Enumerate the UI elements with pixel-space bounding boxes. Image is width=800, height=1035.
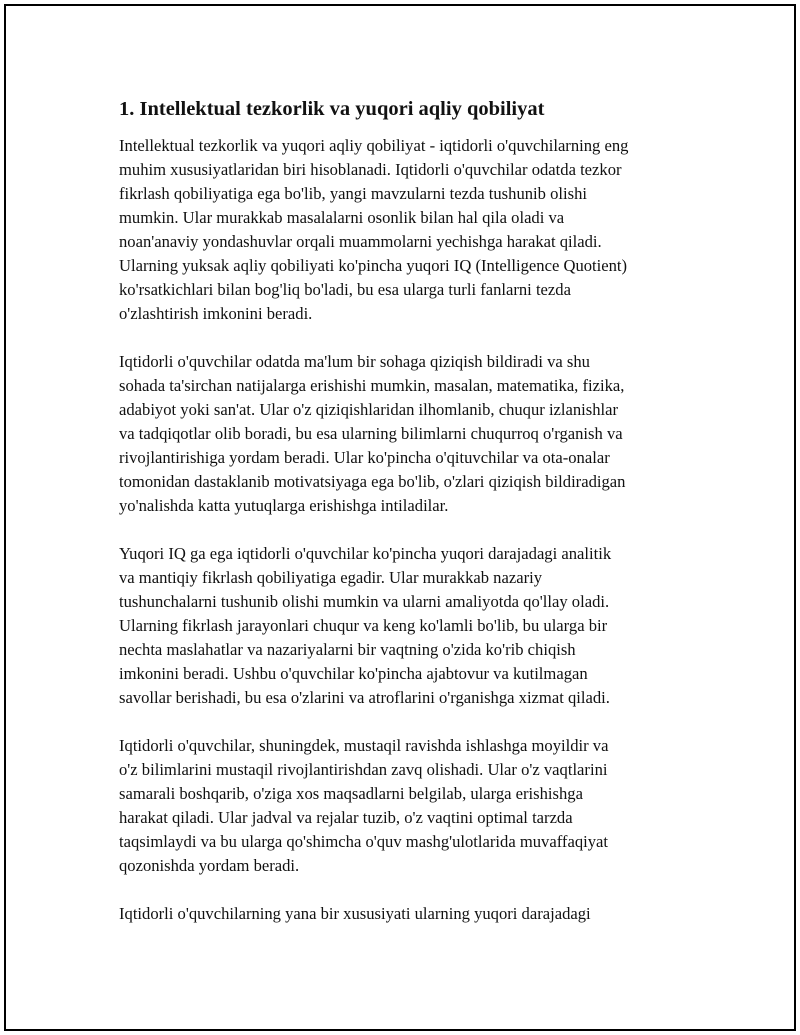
paragraph-2 [119,350,699,518]
paragraph-line: qozonishda yordam beradi. [119,856,300,875]
paragraph-line: Iqtidorli o'quvchilar odatda ma'lum bir sohaga qiziqish bildiradi va shu [119,352,590,371]
paragraph-line: noan'anaviy yondashuvlar orqali muammolarni yechishga harakat qiladi. [119,232,602,251]
paragraph-line: Ularning yuksak aqliy qobiliyati ko'pincha yuqori IQ (Intelligence Quotient) [119,256,628,275]
paragraph-line: mumkin. Ular murakkab masalalarni osonlik bilan hal qila oladi va [119,208,565,227]
paragraph-line: va tadqiqotlar olib boradi, bu esa ularning bilimlarni chuqurroq o'rganish va [119,424,623,443]
paragraph-1 [119,134,699,326]
document-content [119,96,699,950]
paragraph-3 [119,542,699,710]
paragraph-line: Ularning fikrlash jarayonlari chuqur va keng ko'lamli bo'lib, bu ularga bir [119,616,608,635]
paragraph-line: sohada ta'sirchan natijalarga erishishi mumkin, masalan, matematika, fizika, [119,376,625,395]
paragraph-line: taqsimlaydi va bu ularga qo'shimcha o'quv mashg'ulotlarida muvaffaqiyat [119,832,609,851]
paragraph-line: savollar berishadi, bu esa o'zlarini va atroflarini o'rganishga xizmat qiladi. [119,688,610,707]
paragraph-line: tushunchalarni tushunib olishi mumkin va ularni amaliyotda qo'llay oladi. [119,592,610,611]
section-heading: 1. Intellektual tezkorlik va yuqori aqliy qobiliyat [119,98,545,120]
paragraph-line: samarali boshqarib, o'ziga xos maqsadlarni belgilab, ularga erishishga [119,784,583,803]
paragraph-line: o'z bilimlarini mustaqil rivojlantirishdan zavq olishadi. Ular o'z vaqtlarini [119,760,608,779]
paragraph-line: va mantiqiy fikrlash qobiliyatiga egadir. Ular murakkab nazariy [119,568,543,587]
paragraph-line: imkonini beradi. Ushbu o'quvchilar ko'pincha ajabtovur va kutilmagan [119,664,588,683]
paragraph-line: yo'nalishda katta yutuqlarga erishishga intiladilar. [119,496,449,515]
paragraph-line: muhim xususiyatlaridan biri hisoblanadi. Iqtidorli o'quvchilar odatda tezkor [119,160,622,179]
paragraph-line: Yuqori IQ ga ega iqtidorli o'quvchilar ko'pincha yuqori darajadagi analitik [119,544,612,563]
paragraph-line: Iqtidorli o'quvchilar, shuningdek, mustaqil ravishda ishlashga moyildir va [119,736,609,755]
paragraph-line: nechta maslahatlar va nazariyalarni bir vaqtning o'zida ko'rib chiqish [119,640,576,659]
paragraph-line: rivojlantirishiga yordam beradi. Ular ko'pincha o'qituvchilar va ota-onalar [119,448,610,467]
document-page [4,4,796,1031]
paragraph-line: o'zlashtirish imkonini beradi. [119,304,313,323]
paragraph-line: ko'rsatkichlari bilan bog'liq bo'ladi, bu esa ularga turli fanlarni tezda [119,280,571,299]
paragraph-line: Intellektual tezkorlik va yuqori aqliy qobiliyat - iqtidorli o'quvchilarning eng [119,136,629,155]
paragraph-4 [119,734,699,878]
paragraph-line: Iqtidorli o'quvchilarning yana bir xususiyati ularning yuqori darajadagi [119,904,591,923]
paragraph-line: tomonidan dastaklanib motivatsiyaga ega bo'lib, o'zlari qiziqish bildiradigan [119,472,626,491]
paragraph-line: adabiyot yoki san'at. Ular o'z qiziqishlaridan ilhomlanib, chuqur izlanishlar [119,400,619,419]
paragraph-5 [119,902,699,926]
paragraph-line: harakat qiladi. Ular jadval va rejalar tuzib, o'z vaqtini optimal tarzda [119,808,573,827]
paragraph-line: fikrlash qobiliyatiga ega bo'lib, yangi mavzularni tezda tushunib olishi [119,184,587,203]
